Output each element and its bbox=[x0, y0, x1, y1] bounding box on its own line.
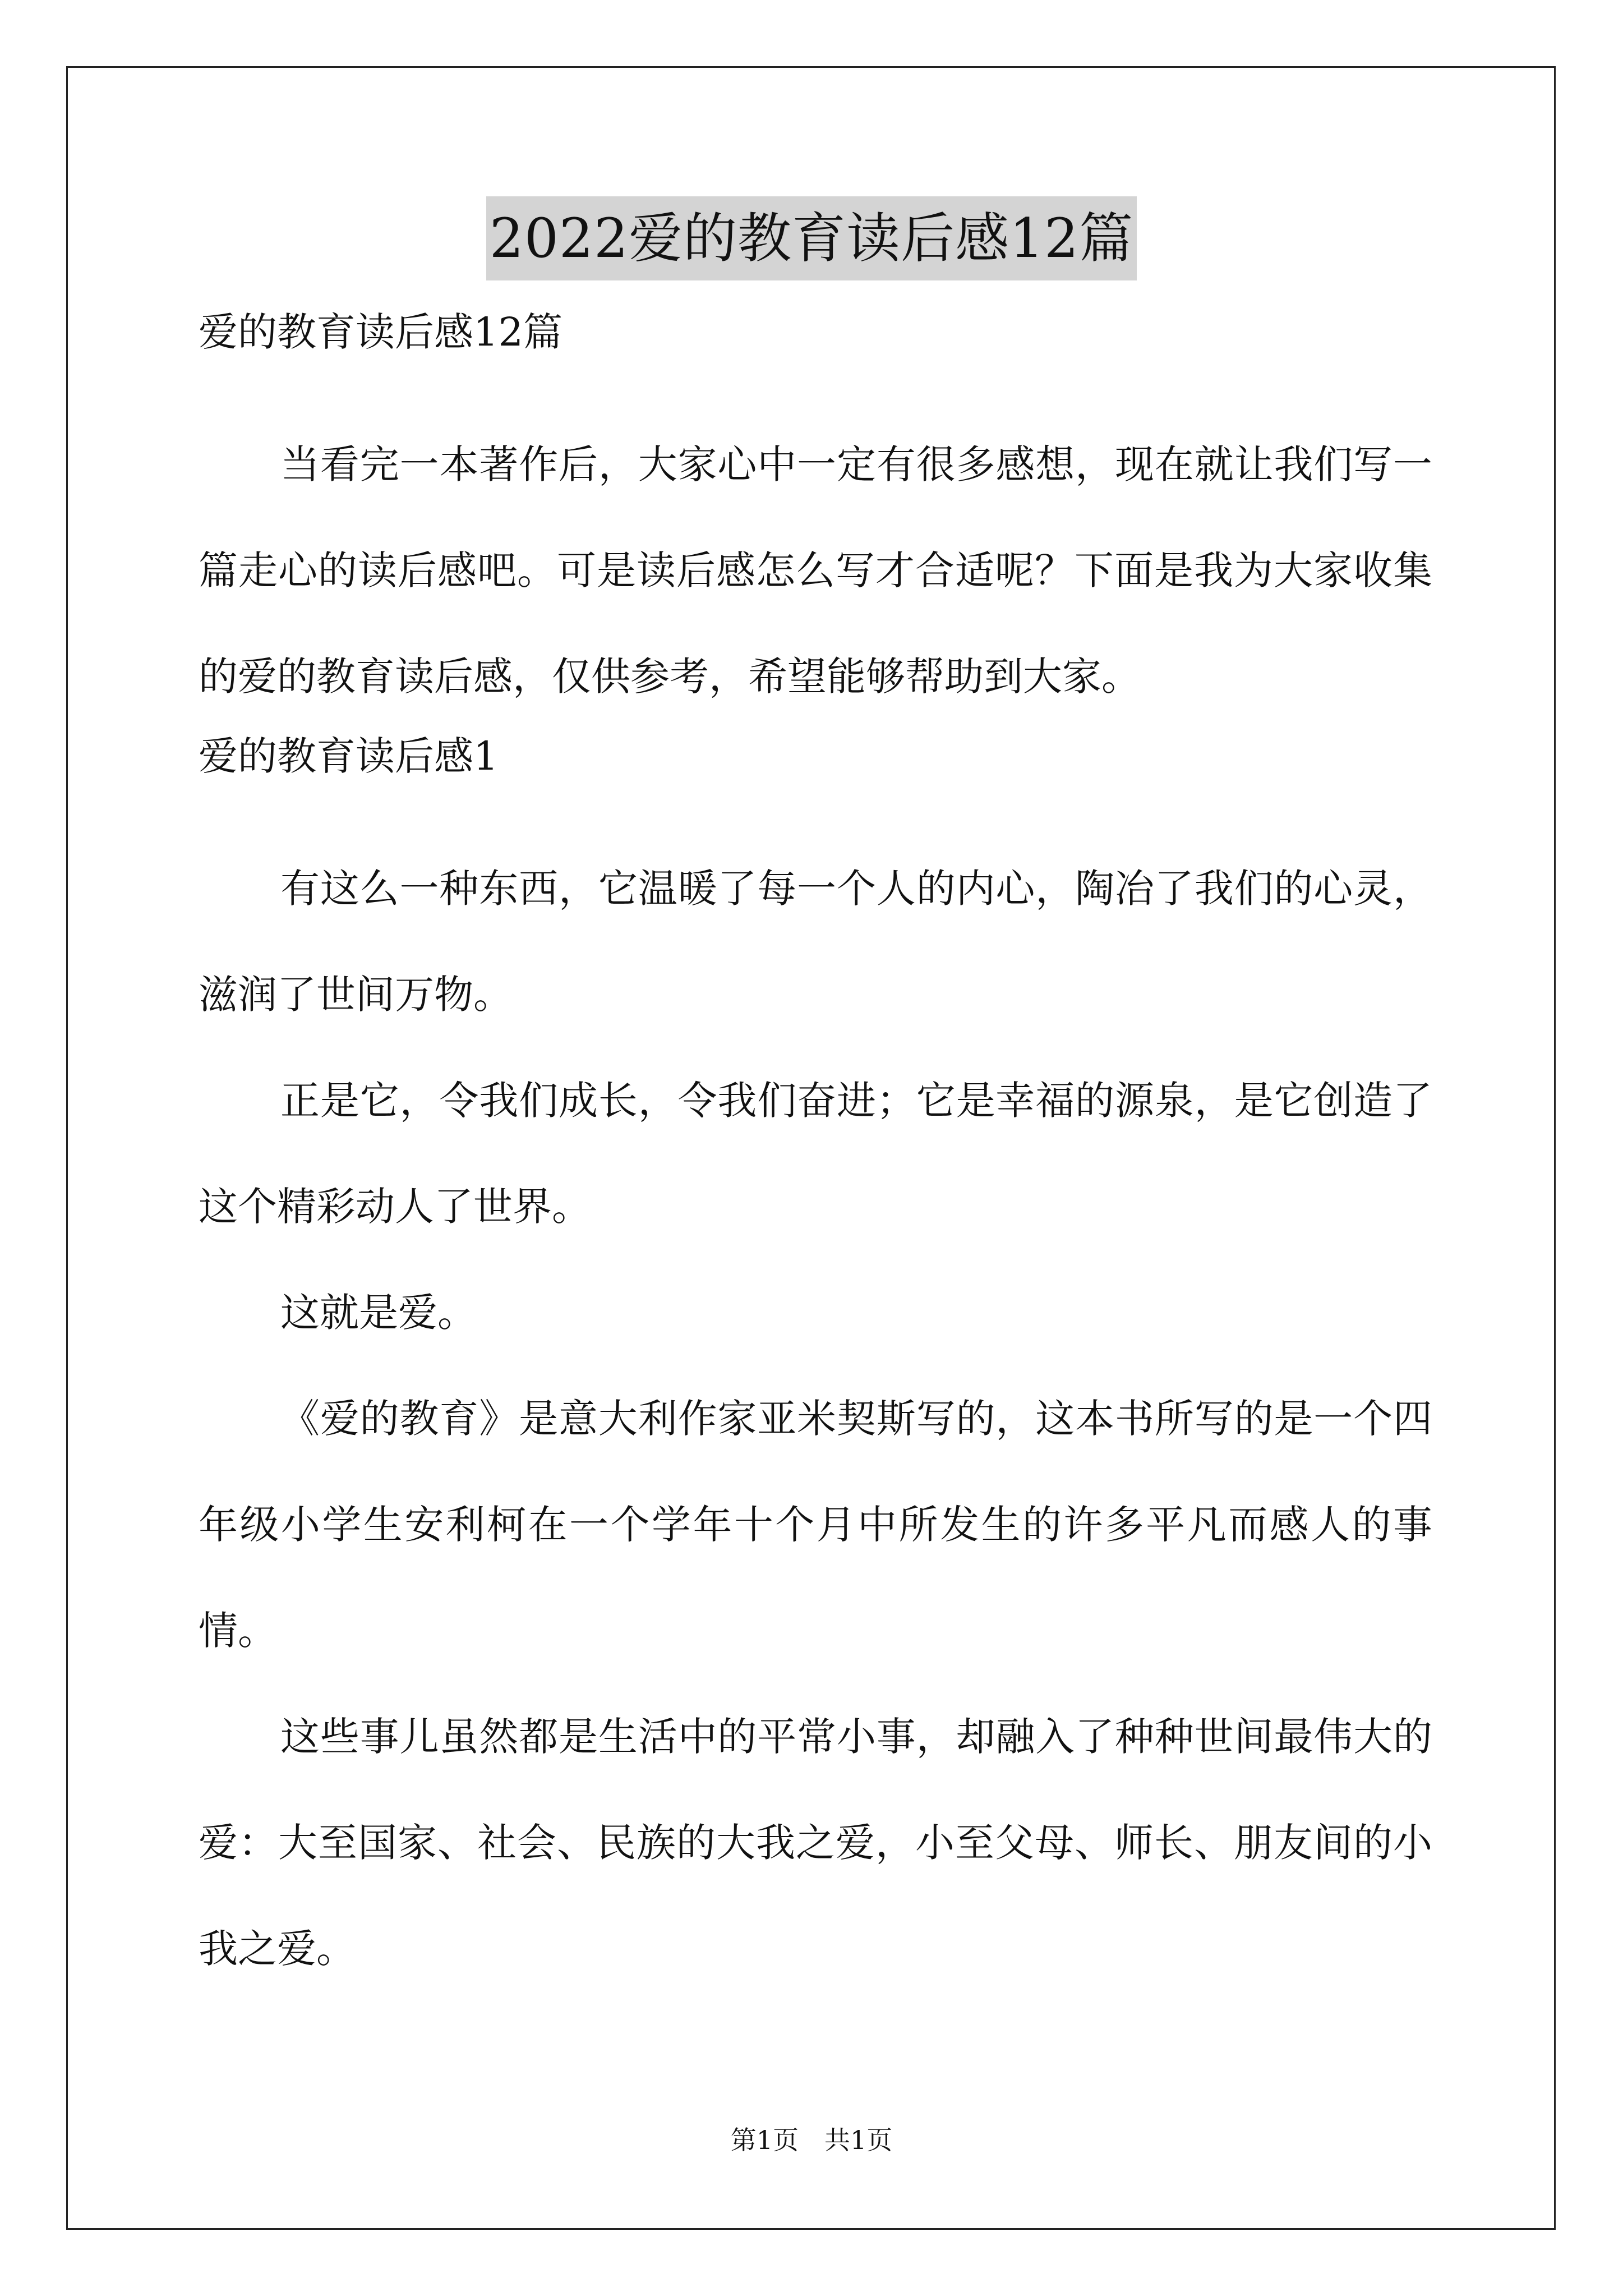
page-number: 第1页 bbox=[730, 2125, 799, 2155]
intro-paragraph: 当看完一本著作后，大家心中一定有很多感想，现在就让我们写一篇走心的读后感吧。可是读后感怎么写才合适呢？下面是我为大家收集的爱的教育读后感，仅供参考，希望能够帮助到大家。 bbox=[199, 441, 1432, 700]
paragraph: 有这么一种东西，它温暖了每一个人的内心，陶冶了我们的心灵，滋润了世间万物。 bbox=[199, 866, 1432, 1018]
paragraph: 正是它，令我们成长，令我们奋进；它是幸福的源泉，是它创造了这个精彩动人了世界。 bbox=[199, 1078, 1432, 1230]
subtitle-line: 爱的教育读后感12篇 bbox=[199, 309, 563, 355]
document-title: 2022爱的教育读后感12篇 bbox=[486, 196, 1137, 280]
section-heading: 爱的教育读后感1 bbox=[199, 733, 499, 779]
title-container bbox=[0, 196, 1623, 280]
paragraph: 这些事儿虽然都是生活中的平常小事，却融入了种种世间最伟大的爱：大至国家、社会、民族的大我之爱，小至父母、师长、朋友间的小我之爱。 bbox=[199, 1714, 1432, 1972]
page-footer bbox=[0, 2123, 1623, 2157]
page-total: 共1页 bbox=[824, 2125, 893, 2155]
document-body bbox=[199, 306, 1432, 2002]
paragraph: 《爱的教育》是意大利作家亚米契斯写的，这本书所写的是一个四年级小学生安利柯在一个学年十个月中所发生的许多平凡而感人的事情。 bbox=[199, 1396, 1432, 1654]
paragraph: 这就是爱。 bbox=[280, 1290, 477, 1336]
